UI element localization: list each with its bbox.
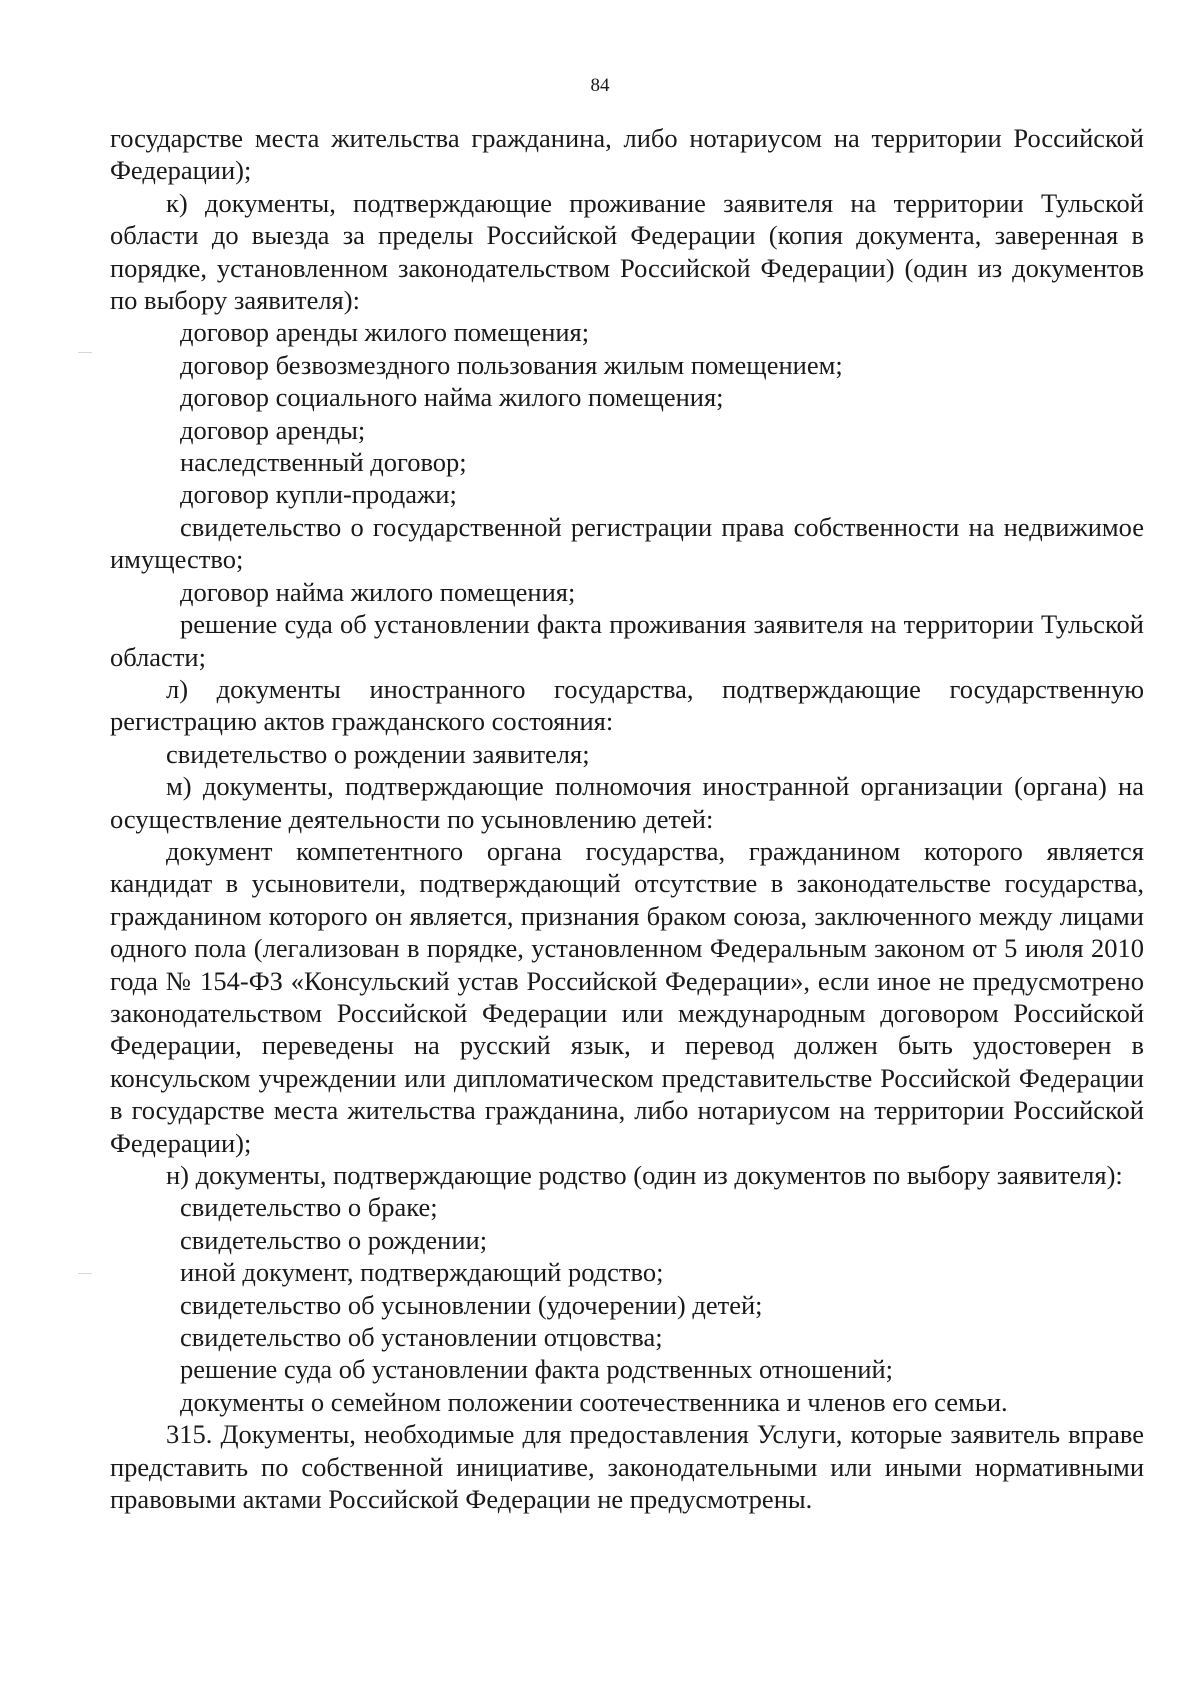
list-item: документы о семейном положении соотечественника и членов его семьи. [180,1386,1008,1417]
list-item: свидетельство о рождении заявителя; [166,738,590,769]
list-item: договор купли-продажи; [180,479,457,510]
paragraph-315: 315. Документы, необходимые для предоставления Услуги, которые заявитель вправе представить по собственной инициативе, законодательными или иными нормативными правовыми актами Российской Федерации не предусмотрены. [110,1419,1144,1515]
list-item: свидетельство о рождении; [180,1224,488,1255]
paragraph-continuation: государстве места жительства гражданина, либо нотариусом на территории Российской Федерации); [110,123,1144,186]
document-body [110,122,1144,1515]
list-item: свидетельство об установлении отцовства; [180,1322,663,1353]
list-item: договор аренды; [180,414,366,445]
list-item: договор найма жилого помещения; [180,576,576,607]
paragraph-item-l: л) документы иностранного государства, подтверждающие государственную регистрацию актов гражданского состояния: [110,673,1144,737]
scan-artifact-mark [78,352,92,353]
list-item: решение суда об установлении факта родственных отношений; [180,1354,894,1385]
page-number: 84 [590,75,610,96]
list-item: иной документ, подтверждающий родство; [180,1257,664,1288]
list-item: свидетельство о браке; [180,1192,438,1223]
paragraph-item-m: м) документы, подтверждающие полномочия иностранной организации (органа) на осуществление деятельности по усыновлению детей: [110,771,1144,834]
list-item: наследственный договор; [180,447,467,478]
paragraph-item-n: н) документы, подтверждающие родство (один из документов по выбору заявителя): [166,1160,1123,1190]
list-item: свидетельство об усыновлении (удочерении) детей; [180,1289,763,1320]
list-item: свидетельство о государственной регистрации права собственности на недвижимое имущество; [110,511,1144,575]
list-item: договор аренды жилого помещения; [180,317,590,348]
scan-artifact-mark [78,1273,92,1274]
paragraph-competent-authority-document: документ компетентного органа государства, гражданином которого является кандидат в усыновители, подтверждающий отсутствие в законодательстве государства, гражданином которого он является, признания браком союза, заключенного между лицами одного пола (легализован в порядке, установленном Федеральным законом от 5 июля 2010 года № 154-ФЗ «Консульский устав Российской Федерации», если иное не предусмотрено законодательством Российской Федерации или международным договором Российской Федерации, переведены на русский язык, и перевод должен быть удостоверен в консульском учреждении или дипломатическом представительстве Российской Федерации в государстве места жительства гражданина, либо нотариусом на территории Российской Федерации); [110,835,1144,1158]
list-item: договор социального найма жилого помещения; [180,382,724,413]
list-item: договор безвозмездного пользования жилым помещением; [180,349,843,380]
list-item: решение суда об установлении факта проживания заявителя на территории Тульской области; [110,609,1144,672]
paragraph-item-k: к) документы, подтверждающие проживание заявителя на территории Тульской области до выезда за пределы Российской Федерации (копия документа, заверенная в порядке, установленном законодательством Российской Федерации) (один из документов по выбору заявителя): [110,187,1144,316]
